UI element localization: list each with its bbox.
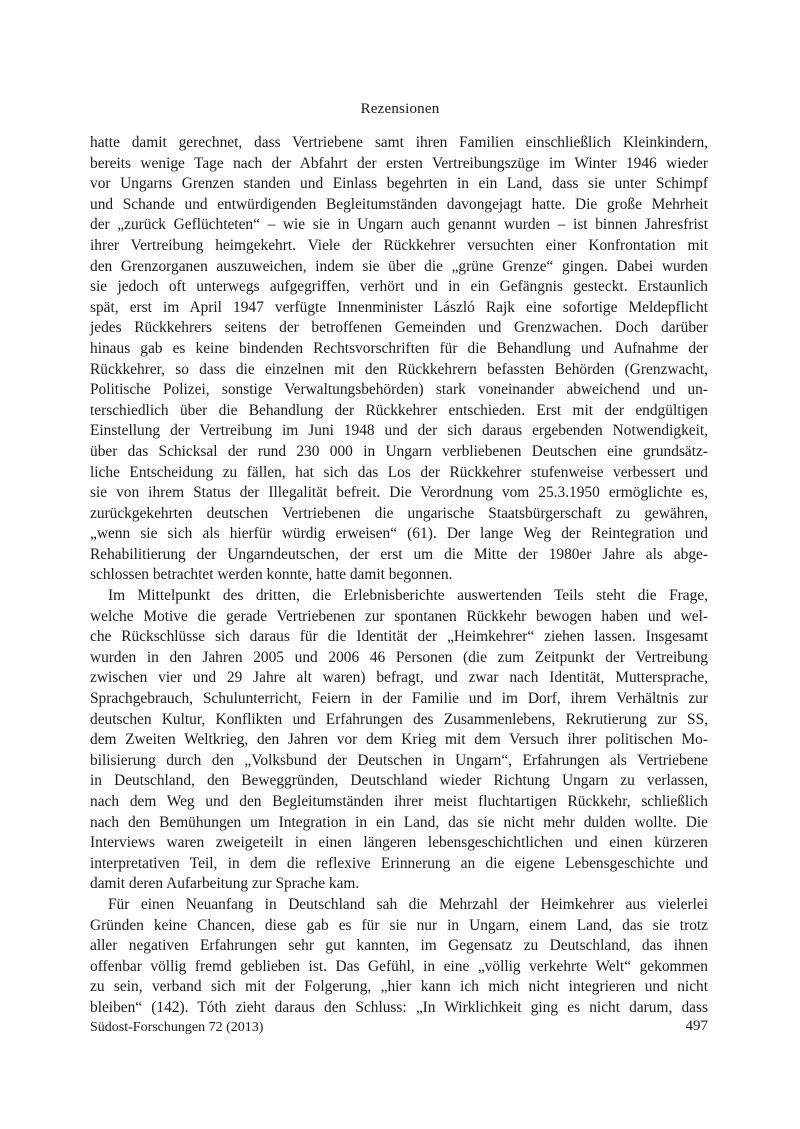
running-head: Rezensionen [360, 101, 440, 117]
text-line: liche Entscheidung zu fällen, hat sich das Los der Rückkehrer stufenweise verbessert und [90, 463, 708, 481]
article-body [90, 133, 708, 1019]
text-line: zu sein, verband sich mit der Folgerung, „hier kann ich mich nicht integrieren und nicht [90, 978, 708, 996]
text-line: und Schande und entwürdigenden Begleitumständen davongejagt hatte. Die große Mehrheit [90, 195, 708, 213]
text-line: spät, erst im April 1947 verfügte Innenminister László Rajk eine sofortige Meldepflicht [90, 298, 708, 316]
text-line: „wenn sie sich als hierfür würdig erweisen“ (61). Der lange Weg der Reintegration und [90, 525, 708, 543]
text-line: sie jedoch oft unterwegs aufgegriffen, verhört und in ein Gefängnis gesteckt. Erstaunlich [90, 278, 708, 296]
text-line: jedes Rückkehrers seitens der betroffenen Gemeinden und Grenzwachen. Doch darüber [90, 319, 708, 337]
text-line: Für einen Neuanfang in Deutschland sah die Mehrzahl der Heimkehrer aus vielerlei [108, 895, 708, 913]
text-line: über das Schicksal der rund 230 000 in Ungarn verbliebenen Deutschen eine grundsätz- [90, 442, 708, 460]
text-line: sie von ihrem Status der Illegalität befreit. Die Verordnung vom 25.3.1950 ermöglichte es, [90, 484, 708, 502]
text-line: hinaus gab es keine bindenden Rechtsvorschriften für die Behandlung und Aufnahme der [90, 339, 708, 357]
text-line: vor Ungarns Grenzen standen und Einlass begehrten in ein Land, dass sie unter Schimpf [90, 175, 708, 193]
text-line: Im Mittelpunkt des dritten, die Erlebnisberichte auswertenden Teils steht die Frage, [108, 587, 708, 605]
text-line: interpretativen Teil, in dem die reflexive Erinnerung an die eigene Lebensgeschichte und [90, 854, 708, 872]
text-line: zurückgekehrten deutschen Vertriebenen die ungarische Staatsbürgerschaft zu gewähren, [90, 504, 708, 522]
text-line: wurden in den Jahren 2005 und 2006 46 Personen (die zum Zeitpunkt der Vertreibung [90, 648, 708, 666]
text-line: aller negativen Erfahrungen sehr gut kannten, im Gegensatz zu Deutschland, das ihnen [90, 937, 708, 955]
text-line: Rückkehrer, so dass die einzelnen mit den Rückkehrern befassten Behörden (Grenzwacht, [90, 360, 708, 378]
text-line: Gründen keine Chancen, diese gab es für sie nur in Ungarn, einem Land, das sie trotz [90, 916, 708, 934]
text-line: bleiben“ (142). Tóth zieht daraus den Schluss: „In Wirklichkeit ging es nicht darum, dass [90, 998, 708, 1016]
text-line: nach den Bemühungen um Integration in ein Land, das sie nicht mehr dulden wollte. Die [90, 813, 708, 831]
text-line: welche Motive die gerade Vertriebenen zur spontanen Rückkehr bewogen haben und wel- [90, 607, 708, 625]
text-line: ihrer Vertreibung heimgekehrt. Viele der Rückkehrer versuchten einer Konfrontation mit [90, 236, 708, 254]
text-line: dem Zweiten Weltkrieg, den Jahren vor dem Krieg mit dem Versuch ihrer politischen Mo- [90, 731, 708, 749]
page-number: 497 [685, 1018, 708, 1034]
text-line: terschiedlich über die Behandlung der Rückkehrer entschieden. Erst mit der endgültigen [90, 401, 708, 419]
text-line: zwischen vier und 29 Jahre alt waren) befragt, und zwar nach Identität, Muttersprache, [90, 669, 708, 687]
text-line: der „zurück Geflüchteten“ – wie sie in Ungarn auch genannt wurden – ist binnen Jahresfrist [90, 216, 708, 234]
text-line: bilisierung durch den „Volksbund der Deutschen in Ungarn“, Erfahrungen als Vertriebene [90, 751, 708, 769]
text-line: Interviews waren zweigeteilt in einen längeren lebensgeschichtlichen und einen kürzeren [90, 834, 708, 852]
paragraph [90, 133, 708, 586]
paragraph [90, 895, 708, 1019]
text-line: den Grenzorganen auszuweichen, indem sie über die „grüne Grenze“ gingen. Dabei wurden [90, 257, 708, 275]
text-line: Sprachgebrauch, Schulunterricht, Feiern in der Familie und im Dorf, ihrem Verhältnis zur [90, 690, 708, 708]
text-line: bereits wenige Tage nach der Abfahrt der ersten Vertreibungszüge im Winter 1946 wieder [90, 154, 708, 172]
text-line: hatte damit gerechnet, dass Vertriebene samt ihren Familien einschließlich Kleinkindern, [90, 134, 708, 151]
text-line: offenbar völlig fremd geblieben ist. Das Gefühl, in eine „völlig verkehrte Welt“ gekommen [90, 957, 708, 975]
text-line: Rehabilitierung der Ungarndeutschen, der erst um die Mitte der 1980er Jahre als abge- [90, 545, 708, 563]
paragraph [90, 586, 708, 895]
text-line: schlossen betrachtet werden konnte, hatte damit begonnen. [90, 566, 453, 584]
text-line: Politische Polizei, sonstige Verwaltungsbehörden) stark voneinander abweichend und un- [90, 381, 708, 399]
text-line: nach dem Weg und den Begleitumständen ihrer meist fluchtartigen Rückkehr, schließlich [90, 793, 708, 810]
text-line: in Deutschland, den Beweggründen, Deutschland wieder Richtung Ungarn zu verlassen, [90, 772, 708, 790]
journal-citation: Südost-Forschungen 72 (2013) [90, 1020, 264, 1035]
text-line: che Rückschlüsse sich daraus für die Identität der „Heimkehrer“ ziehen lassen. Insgesamt [90, 628, 708, 646]
text-line: damit deren Aufarbeitung zur Sprache kam. [90, 875, 360, 893]
text-line: deutschen Kultur, Konflikten und Erfahrungen des Zusammenlebens, Rekrutierung zur SS, [90, 710, 708, 728]
text-line: Einstellung der Vertreibung im Juni 1948 und der sich daraus ergebenden Notwendigkeit, [90, 422, 708, 440]
